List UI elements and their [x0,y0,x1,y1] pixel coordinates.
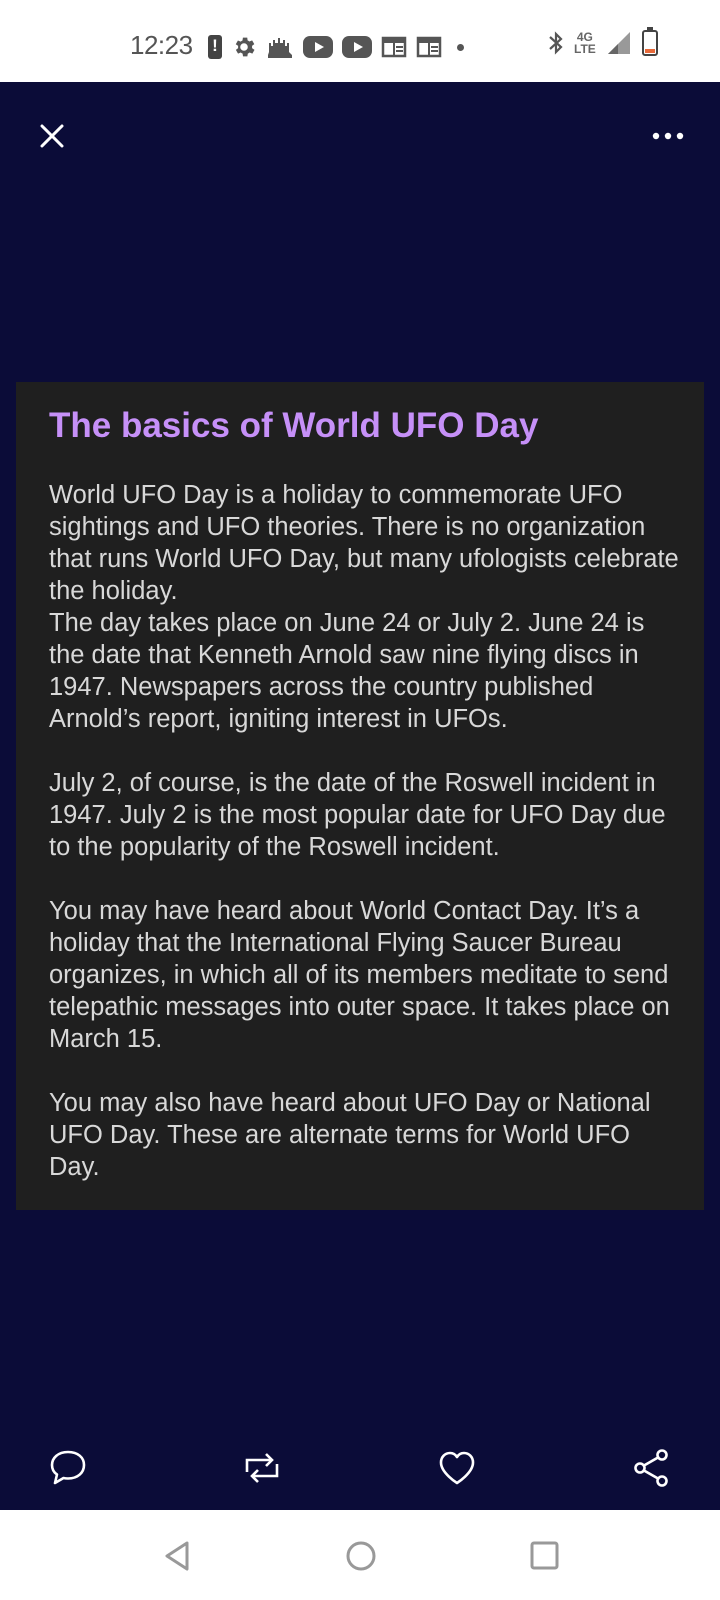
post-paragraph: You may have heard about World Contact Day. It’s a holiday that the International Flying Saucer Bureau organizes, in which all of its members meditate to send telepathic messages into outer space. It takes place on March 15. [49,897,670,1053]
close-icon [30,114,74,158]
share-icon [628,1446,676,1490]
settings-icon [231,34,257,60]
notification-icons [208,34,464,60]
system-nav-bar [0,1510,720,1600]
repost-icon [238,1446,286,1490]
reader-icon [381,35,407,59]
post-body [49,479,679,1183]
status-bar [0,0,720,82]
status-time: 12:23 [130,30,193,60]
youtube-icon [342,36,372,58]
reader-icon [416,35,442,59]
home-button[interactable] [341,1538,381,1574]
share-button[interactable] [628,1446,676,1490]
comment-icon [44,1446,92,1490]
post-card [16,382,704,1210]
signal-icon [606,30,632,56]
network-type-label: LTE [574,42,596,56]
back-icon [158,1538,198,1574]
back-button[interactable] [158,1538,198,1574]
system-icons [548,30,658,56]
comment-button[interactable] [44,1446,92,1490]
recents-button[interactable] [524,1538,564,1574]
post-paragraph: You may also have heard about UFO Day or National UFO Day. These are alternate terms for World UFO Day. [49,1089,651,1181]
post-paragraph: July 2, of course, is the date of the Roswell incident in 1947. July 2 is the most popular date for UFO Day due to the popularity of the Roswell incident. [49,769,666,861]
battery-icon [642,30,658,56]
home-icon [341,1538,381,1574]
post-paragraph: World UFO Day is a holiday to commemorate UFO sightings and UFO theories. There is no organization that runs World UFO Day, but many ufologists celebrate the holiday. The day takes place on June 24 or July 2. June 24 is the date that Kenneth Arnold saw nine flying discs in 1947. Newspapers across the country published Arnold’s report, igniting interest in UFOs. [49,481,679,733]
like-button[interactable] [433,1446,481,1490]
castle-icon [266,34,294,60]
network-icon [574,31,596,55]
more-icon [644,114,692,158]
like-icon [433,1446,481,1490]
youtube-icon [303,36,333,58]
network-type-label: 4G [576,30,593,44]
alert-icon [208,35,222,59]
post-title: The basics of World UFO Day [49,406,539,445]
repost-button[interactable] [238,1446,286,1490]
dot-icon [457,44,464,51]
more-options-button[interactable] [644,114,692,158]
recents-icon [524,1538,564,1574]
bluetooth-icon [548,30,564,56]
close-button[interactable] [30,114,74,158]
